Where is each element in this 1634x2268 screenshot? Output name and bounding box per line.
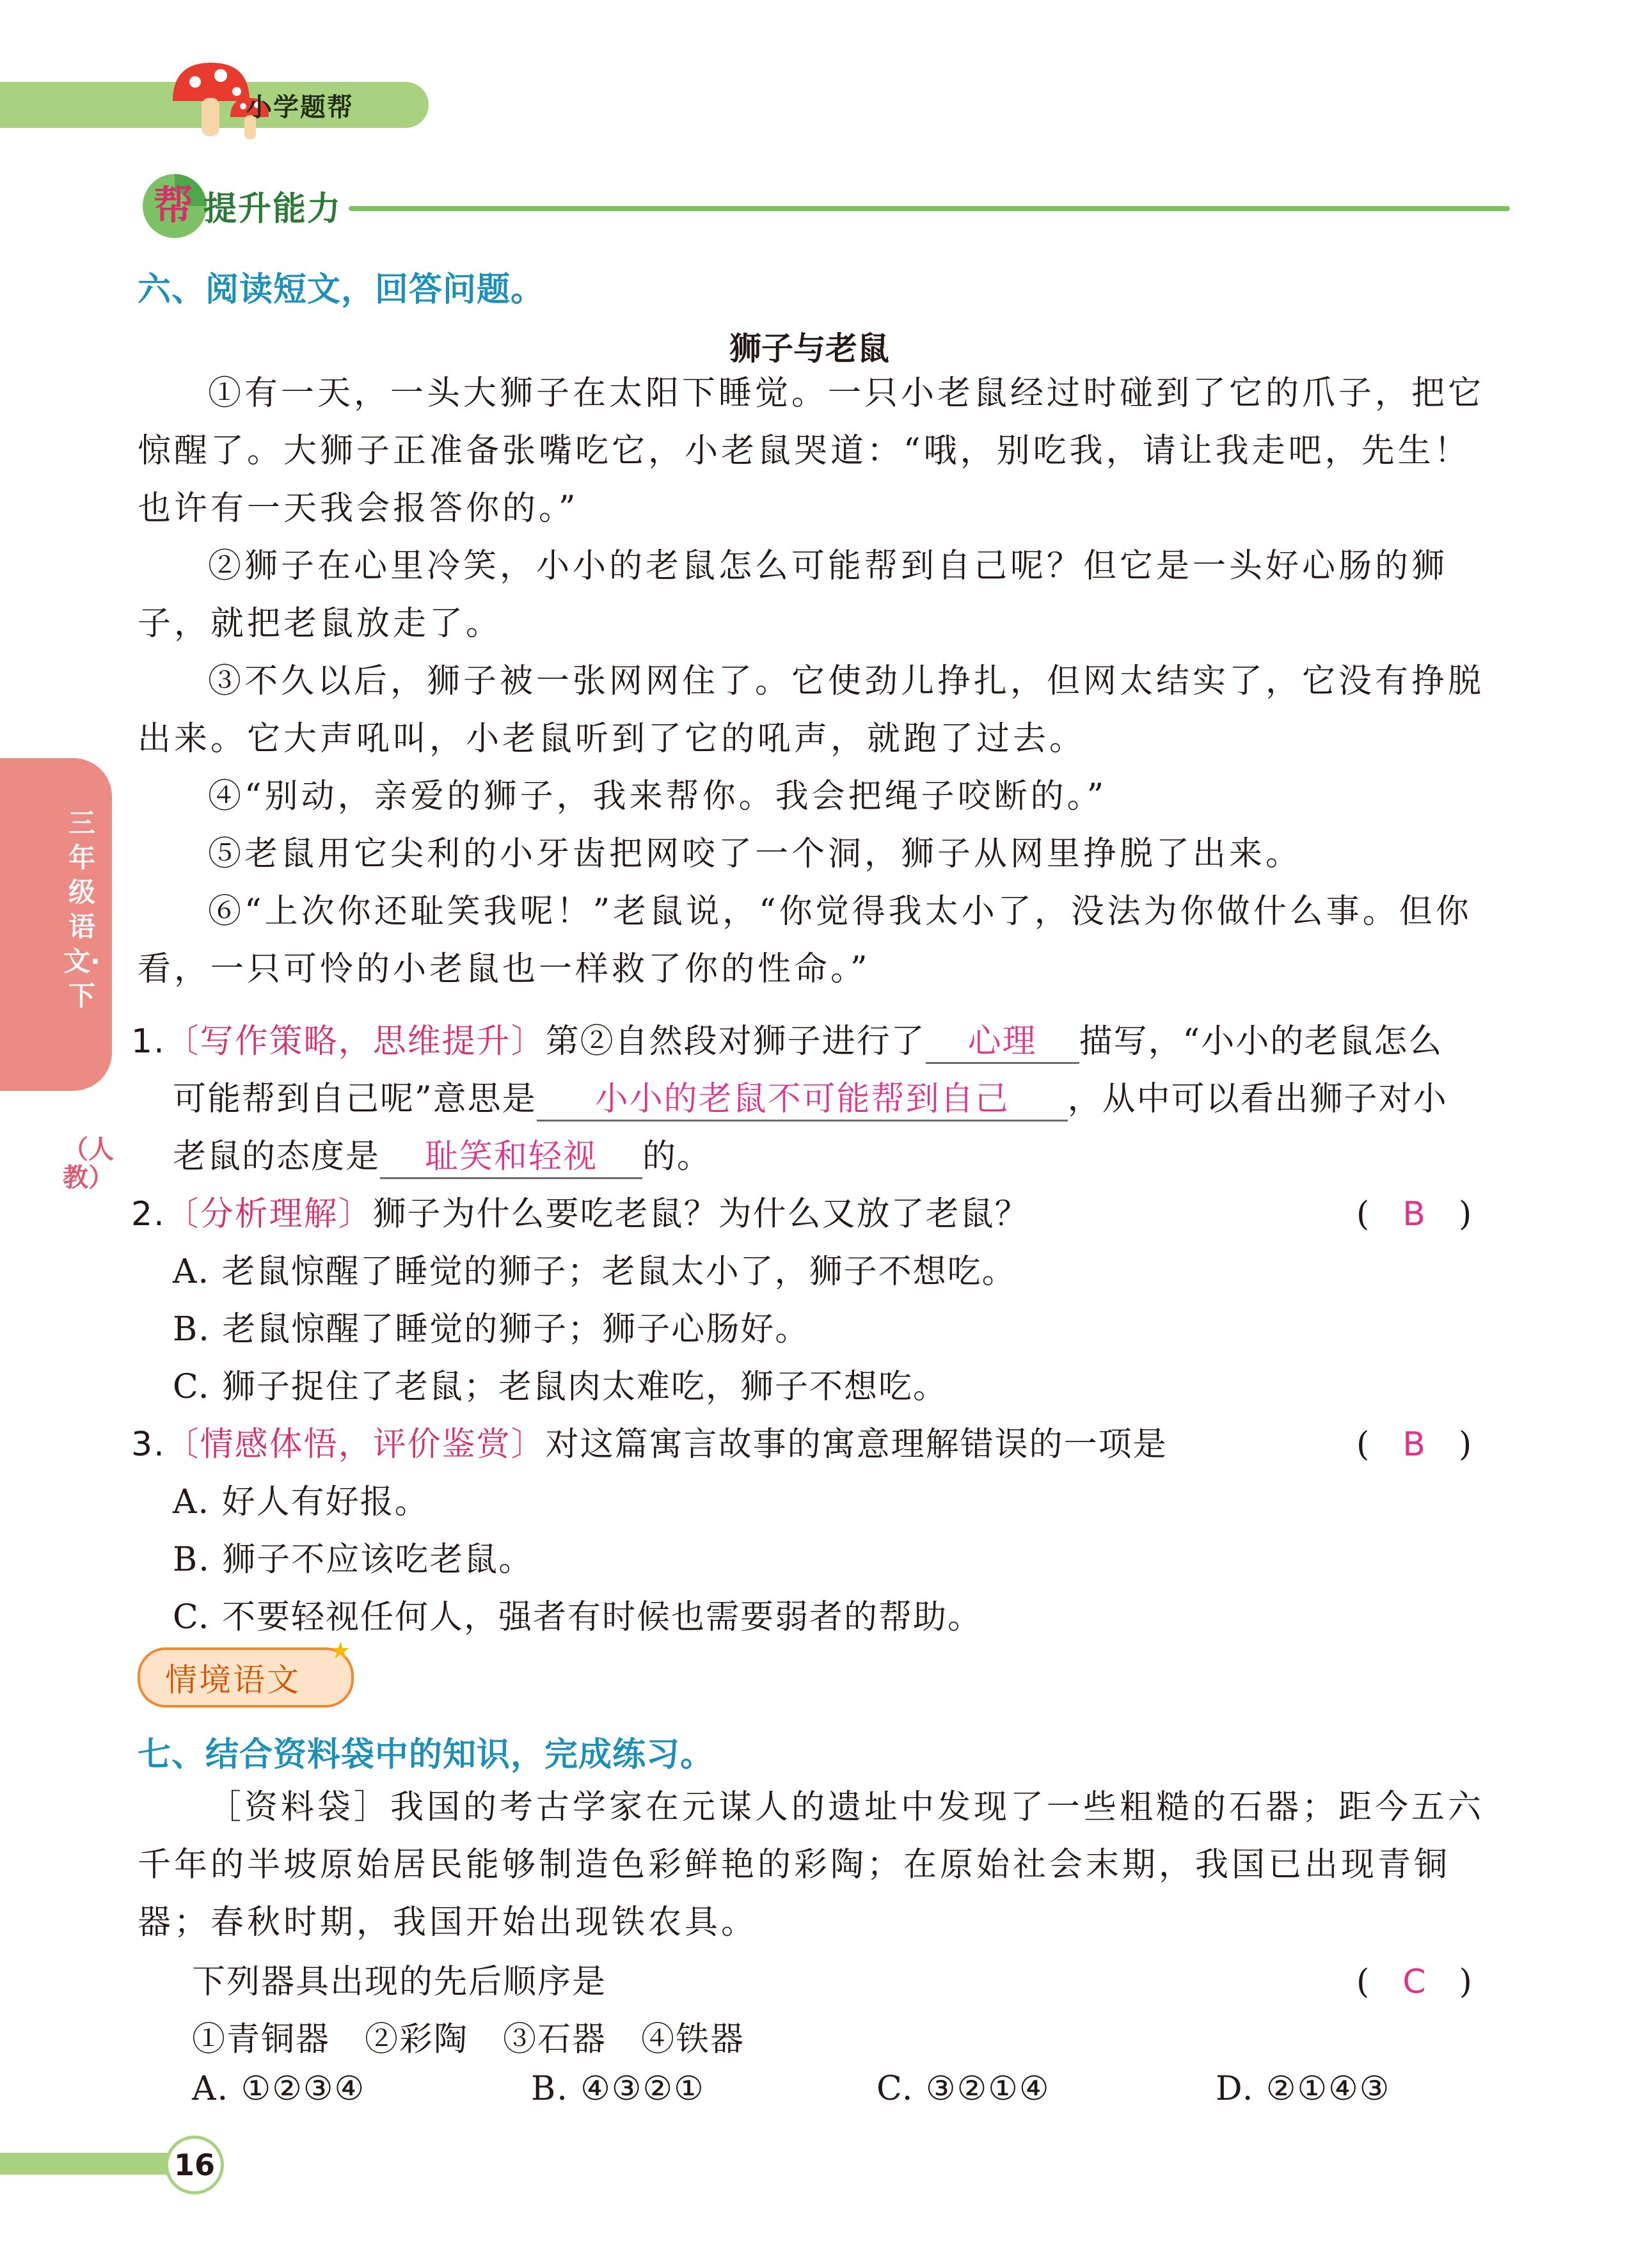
footer-bar [0, 2153, 179, 2175]
q7-heading: 七、结合资料袋中的知识，完成练习。 [138, 1736, 715, 1774]
option: C. ③②①④ [876, 2070, 1051, 2108]
section-icon-char: 帮 [153, 182, 194, 228]
option: C. 不要轻视任何人，强者有时候也需要弱者的帮助。 [173, 1598, 982, 1637]
option: A. ①②③④ [192, 2070, 366, 2108]
option: A. 好人有好报。 [173, 1483, 429, 1521]
story-title: 狮子与老鼠 [729, 330, 889, 367]
q7-material: ［资料袋］我国的考古学家在元谋人的遗址中发现了一些粗糙的石器；距今五六千年的半坡原始居民能够制造色彩鲜艳的彩陶；在原始社会末期，我国已出现青铜器；春秋时期，我国开始出现铁农具。 [138, 1788, 1485, 1942]
q6-item-3-answer-paren: ( B ) [1356, 1425, 1472, 1464]
star-icon: ★ [330, 1638, 351, 1664]
brand-name: 小学题帮 [246, 93, 354, 122]
q6-item-2-stem: 2.〔分析理解〕狮子为什么要吃老鼠？为什么又放了老鼠？ [131, 1195, 1029, 1233]
story-paragraph: ①有一天，一头大狮子在太阳下睡觉。一只小老鼠经过时碰到了它的爪子，把它惊醒了。大狮子正准备张嘴吃它，小老鼠哭道：“哦，别吃我，请让我走吧，先生！也许有一天我会报答你的。” [138, 374, 1485, 528]
section-title: 提升能力 [203, 190, 342, 228]
q6-item-2-answer-paren: ( B ) [1356, 1195, 1472, 1233]
q6-item-3-answer: B [1402, 1425, 1425, 1464]
answer-blank-2: 小小的老鼠不可能帮到自己 [537, 1072, 1068, 1122]
q6-heading: 六、阅读短文，回答问题。 [138, 271, 545, 309]
section-divider [349, 206, 1510, 211]
q6-item-1-line-1: 1.〔写作策略，思维提升〕第②自然段对狮子进行了 心理 描写，“小小的老鼠怎么 [131, 1014, 1443, 1064]
section-badge-icon [138, 168, 214, 244]
side-tab-edition: （人教） [63, 1135, 114, 1193]
answer-blank-3: 耻笑和轻视 [380, 1129, 642, 1179]
q6-item-2-answer: B [1402, 1195, 1425, 1233]
q6-item-1-line-3: 老鼠的态度是 耻笑和轻视 的。 [173, 1129, 711, 1179]
q6-item-3-stem: 3.〔情感体悟，评价鉴赏〕对这篇寓言故事的寓意理解错误的一项是 [131, 1425, 1168, 1464]
option: B. 老鼠惊醒了睡觉的狮子；狮子心肠好。 [173, 1310, 810, 1349]
option: A. 老鼠惊醒了睡觉的狮子；老鼠太小了，狮子不想吃。 [173, 1253, 1017, 1291]
q6-item-1-line-2: 可能帮到自己呢”意思是 小小的老鼠不可能帮到自己 ，从中可以看出狮子对小 [173, 1072, 1448, 1122]
story-paragraph: ④“别动，亲爱的狮子，我来帮你。我会把绳子咬断的。” [208, 777, 1107, 816]
scene-badge-label: 情境语文 [165, 1661, 301, 1699]
q7-question: 下列器具出现的先后顺序是 [192, 1963, 607, 2001]
story-body [138, 365, 1507, 998]
answer-blank-1: 心理 [926, 1014, 1079, 1064]
page-number: 16 [165, 2136, 224, 2194]
side-tab-grade: 三年级语文·下 [63, 807, 100, 1011]
story-paragraph: ⑤老鼠用它尖利的小牙齿把网咬了一个洞，狮子从网里挣脱了出来。 [208, 835, 1303, 873]
option: B. ④③②① [531, 2070, 705, 2108]
option: B. 狮子不应该吃老鼠。 [173, 1541, 534, 1579]
q6-item-1-tag: 〔写作策略，思维提升〕 [165, 1022, 546, 1061]
q7-answer-paren: ( C ) [1356, 1963, 1472, 2001]
story-paragraph: ⑥“上次你还耻笑我呢！”老鼠说，“你觉得我太小了，没法为你做什么事。但你看，一只可怜的小老鼠也一样救了你的性命。” [138, 892, 1472, 988]
q7-answer: C [1402, 1963, 1426, 2001]
option: C. 狮子捉住了老鼠；老鼠肉太难吃，狮子不想吃。 [173, 1368, 948, 1406]
story-paragraph: ③不久以后，狮子被一张网网住了。它使劲儿挣扎，但网太结实了，它没有挣脱出来。它大声吼叫，小老鼠听到了它的吼声，就跑了过去。 [138, 662, 1485, 758]
story-paragraph: ②狮子在心里冷笑，小小的老鼠怎么可能帮到自己呢？但它是一头好心肠的狮子，就把老鼠放走了。 [138, 547, 1448, 643]
option: D. ②①④③ [1216, 2070, 1391, 2108]
q7-items-list: ①青铜器 ②彩陶 ③石器 ④铁器 [192, 2020, 745, 2059]
